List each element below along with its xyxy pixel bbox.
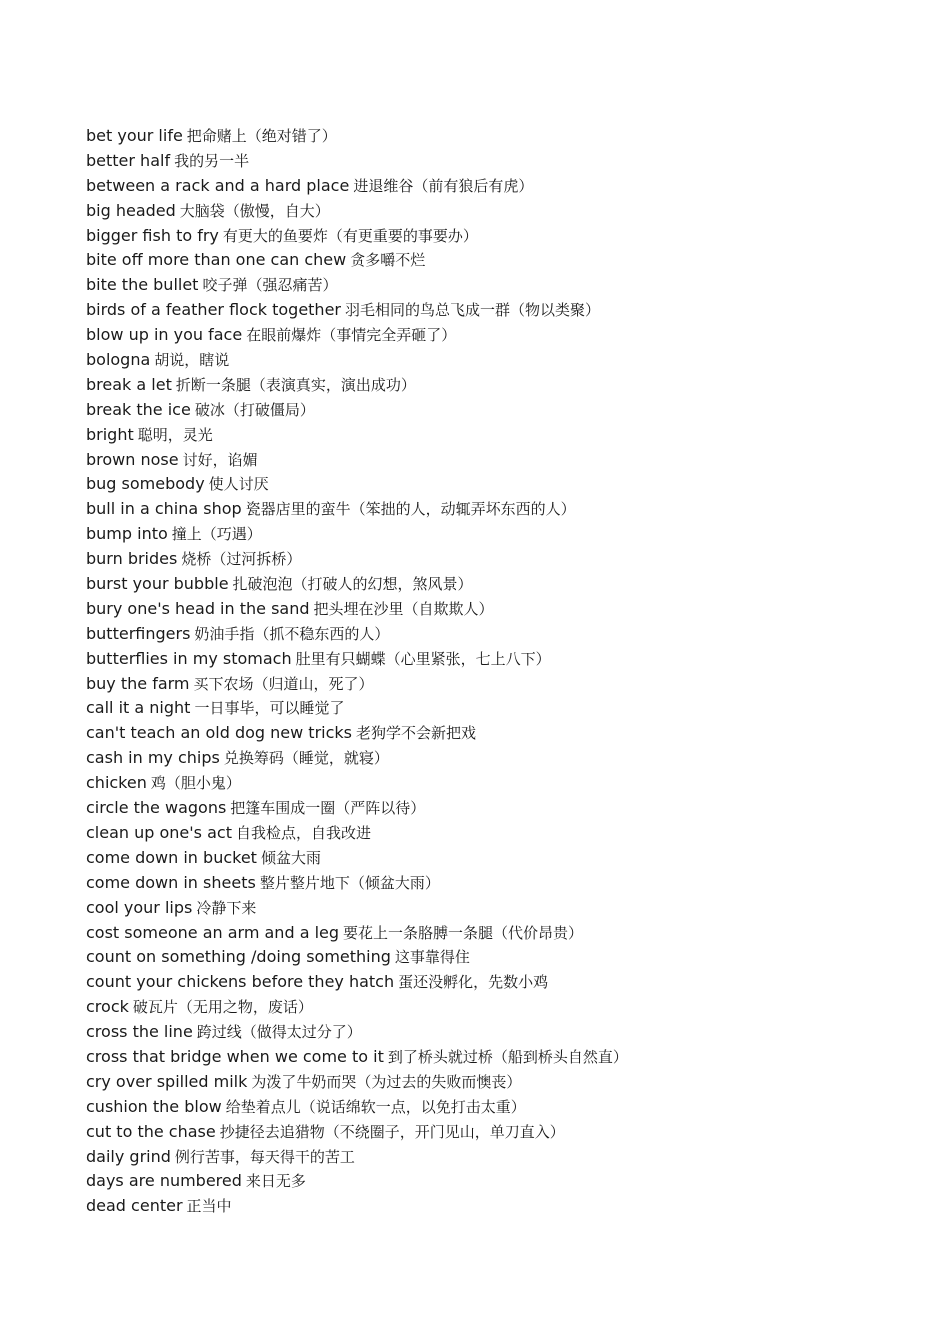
list-item — [86, 821, 926, 846]
idiom-english: cash in my chips — [86, 748, 220, 768]
idiom-english: bet your life — [86, 126, 183, 145]
idiom-chinese: 把命赌上（绝对错了） — [186, 127, 337, 145]
idiom-chinese: 讨好，谄媚 — [182, 450, 258, 469]
idiom-chinese: 瓷器店里的蛮牛（笨拙的人，动辄弄坏东西的人） — [245, 500, 576, 519]
idiom-english: bite off more than one can chew — [86, 250, 347, 270]
idiom-list — [86, 124, 926, 1219]
idiom-chinese: 进退维谷（前有狼后有虎） — [353, 176, 534, 195]
idiom-english: come down in bucket — [86, 847, 257, 867]
list-item — [86, 672, 926, 697]
list-item — [86, 472, 926, 497]
idiom-chinese: 一日事毕，可以睡觉了 — [194, 699, 345, 718]
idiom-english: burst your bubble — [86, 574, 229, 594]
idiom-english: chicken — [86, 773, 147, 793]
idiom-english: bologna — [86, 350, 151, 370]
idiom-english: bug somebody — [86, 474, 205, 494]
list-item — [86, 398, 926, 423]
idiom-chinese: 整片整片地下（倾盆大雨） — [259, 873, 440, 892]
list-item — [86, 348, 926, 373]
list-item — [86, 746, 926, 771]
idiom-english: bury one's head in the sand — [86, 598, 310, 618]
idiom-chinese: 这事靠得住 — [394, 948, 470, 967]
idiom-english: bite the bullet — [86, 275, 199, 295]
idiom-english: dead center — [86, 1196, 183, 1216]
idiom-english: birds of a feather flock together — [86, 300, 341, 320]
idiom-chinese: 奶油手指（抓不稳东西的人） — [194, 624, 390, 643]
idiom-chinese: 给垫着点儿（说话绵软一点，以免打击太重） — [225, 1097, 526, 1116]
list-item — [86, 124, 926, 149]
list-item — [86, 423, 926, 448]
idiom-chinese: 到了桥头就过桥（船到桥头自然直） — [387, 1047, 628, 1066]
idiom-english: butterfingers — [86, 623, 191, 643]
idiom-chinese: 羽毛相同的鸟总飞成一群（物以类聚） — [345, 301, 601, 320]
idiom-chinese: 正当中 — [186, 1197, 232, 1216]
idiom-english: can't teach an old dog new tricks — [86, 723, 352, 743]
idiom-chinese: 胡说，瞎说 — [154, 351, 230, 370]
idiom-chinese: 兑换筹码（睡觉，就寝） — [223, 749, 389, 768]
list-item — [86, 721, 926, 746]
idiom-chinese: 冷静下来 — [196, 898, 257, 917]
list-item — [86, 970, 926, 995]
idiom-chinese: 撞上（巧遇） — [171, 525, 262, 544]
list-item — [86, 1020, 926, 1045]
idiom-chinese: 自我检点，自我改进 — [235, 823, 371, 842]
list-item — [86, 1095, 926, 1120]
list-item — [86, 224, 926, 249]
idiom-english: big headed — [86, 200, 176, 220]
idiom-english: come down in sheets — [86, 872, 256, 892]
list-item — [86, 1169, 926, 1194]
idiom-english: call it a night — [86, 698, 191, 718]
idiom-english: days are numbered — [86, 1171, 242, 1191]
list-item — [86, 448, 926, 473]
idiom-chinese: 聪明，灵光 — [137, 425, 213, 444]
idiom-english: between a rack and a hard place — [86, 175, 350, 195]
list-item — [86, 995, 926, 1020]
list-item — [86, 696, 926, 721]
list-item — [86, 945, 926, 970]
idiom-chinese: 鸡（胆小鬼） — [150, 774, 241, 793]
idiom-chinese: 在眼前爆炸（事情完全弄砸了） — [246, 326, 457, 345]
idiom-english: brown nose — [86, 449, 179, 469]
idiom-english: cross that bridge when we come to it — [86, 1046, 384, 1066]
idiom-english: cross the line — [86, 1022, 193, 1042]
list-item — [86, 174, 926, 199]
list-item — [86, 597, 926, 622]
list-item — [86, 373, 926, 398]
idiom-chinese: 烧桥（过河拆桥） — [181, 550, 302, 569]
list-item — [86, 323, 926, 348]
list-item — [86, 622, 926, 647]
idiom-chinese: 大脑袋（傲慢，自大） — [179, 201, 330, 220]
idiom-chinese: 跨过线（做得太过分了） — [196, 1023, 362, 1042]
list-item — [86, 871, 926, 896]
idiom-english: crock — [86, 997, 129, 1017]
idiom-chinese: 我的另一半 — [174, 151, 250, 170]
idiom-chinese: 破冰（打破僵局） — [194, 400, 315, 419]
idiom-chinese: 倾盆大雨 — [260, 848, 321, 867]
idiom-english: bright — [86, 424, 134, 444]
idiom-english: cushion the blow — [86, 1096, 222, 1116]
list-item — [86, 273, 926, 298]
idiom-english: bull in a china shop — [86, 499, 242, 519]
list-item — [86, 572, 926, 597]
list-item — [86, 1045, 926, 1070]
idiom-chinese: 使人讨厌 — [208, 475, 269, 494]
list-item — [86, 771, 926, 796]
idiom-english: bump into — [86, 524, 168, 544]
list-item — [86, 522, 926, 547]
list-item — [86, 896, 926, 921]
idiom-chinese: 把头埋在沙里（自欺欺人） — [313, 599, 494, 618]
idiom-english: cry over spilled milk — [86, 1071, 248, 1091]
idiom-chinese: 要花上一条胳膊一条腿（代价昂贵） — [343, 923, 584, 942]
idiom-chinese: 老狗学不会新把戏 — [356, 724, 477, 743]
idiom-english: break a let — [86, 374, 172, 394]
list-item — [86, 1070, 926, 1095]
idiom-english: break the ice — [86, 399, 191, 419]
list-item — [86, 547, 926, 572]
list-item — [86, 921, 926, 946]
idiom-chinese: 把篷车围成一圈（严阵以待） — [230, 799, 426, 818]
idiom-chinese: 来日无多 — [245, 1172, 306, 1191]
idiom-english: butterflies in my stomach — [86, 648, 292, 668]
list-item — [86, 1145, 926, 1170]
idiom-english: count on something /doing something — [86, 947, 391, 967]
idiom-english: cut to the chase — [86, 1121, 216, 1141]
idiom-chinese: 例行苦事，每天得干的苦工 — [174, 1147, 355, 1166]
list-item — [86, 199, 926, 224]
idiom-chinese: 蛋还没孵化，先数小鸡 — [398, 973, 549, 992]
idiom-chinese: 扎破泡泡（打破人的幻想，煞风景） — [232, 575, 473, 594]
idiom-chinese: 咬子弹（强忍痛苦） — [202, 276, 338, 295]
idiom-chinese: 肚里有只蝴蝶（心里紧张，七上八下） — [295, 649, 551, 668]
idiom-english: count your chickens before they hatch — [86, 972, 395, 992]
list-item — [86, 497, 926, 522]
idiom-english: burn brides — [86, 549, 178, 569]
list-item — [86, 647, 926, 672]
idiom-english: clean up one's act — [86, 822, 232, 842]
list-item — [86, 1120, 926, 1145]
idiom-chinese: 为泼了牛奶而哭（为过去的失败而懊丧） — [251, 1072, 522, 1091]
list-item — [86, 796, 926, 821]
idiom-english: daily grind — [86, 1146, 171, 1166]
idiom-english: bigger fish to fry — [86, 225, 219, 245]
idiom-chinese: 折断一条腿（表演真实，演出成功） — [175, 375, 416, 394]
idiom-english: cool your lips — [86, 897, 193, 917]
list-item — [86, 298, 926, 323]
idiom-english: cost someone an arm and a leg — [86, 922, 340, 942]
idiom-english: circle the wagons — [86, 798, 227, 818]
list-item — [86, 846, 926, 871]
idiom-chinese: 有更大的鱼要炸（有更重要的事要办） — [222, 226, 478, 245]
idiom-english: buy the farm — [86, 673, 190, 693]
idiom-english: better half — [86, 150, 171, 170]
list-item — [86, 248, 926, 273]
list-item — [86, 149, 926, 174]
idiom-chinese: 抄捷径去追猎物（不绕圈子，开门见山，单刀直入） — [219, 1122, 565, 1141]
idiom-chinese: 买下农场（归道山，死了） — [193, 674, 374, 693]
idiom-chinese: 贪多嚼不烂 — [350, 251, 426, 270]
list-item — [86, 1194, 926, 1219]
idiom-english: blow up in you face — [86, 325, 243, 345]
idiom-chinese: 破瓦片（无用之物，废话） — [132, 998, 313, 1017]
